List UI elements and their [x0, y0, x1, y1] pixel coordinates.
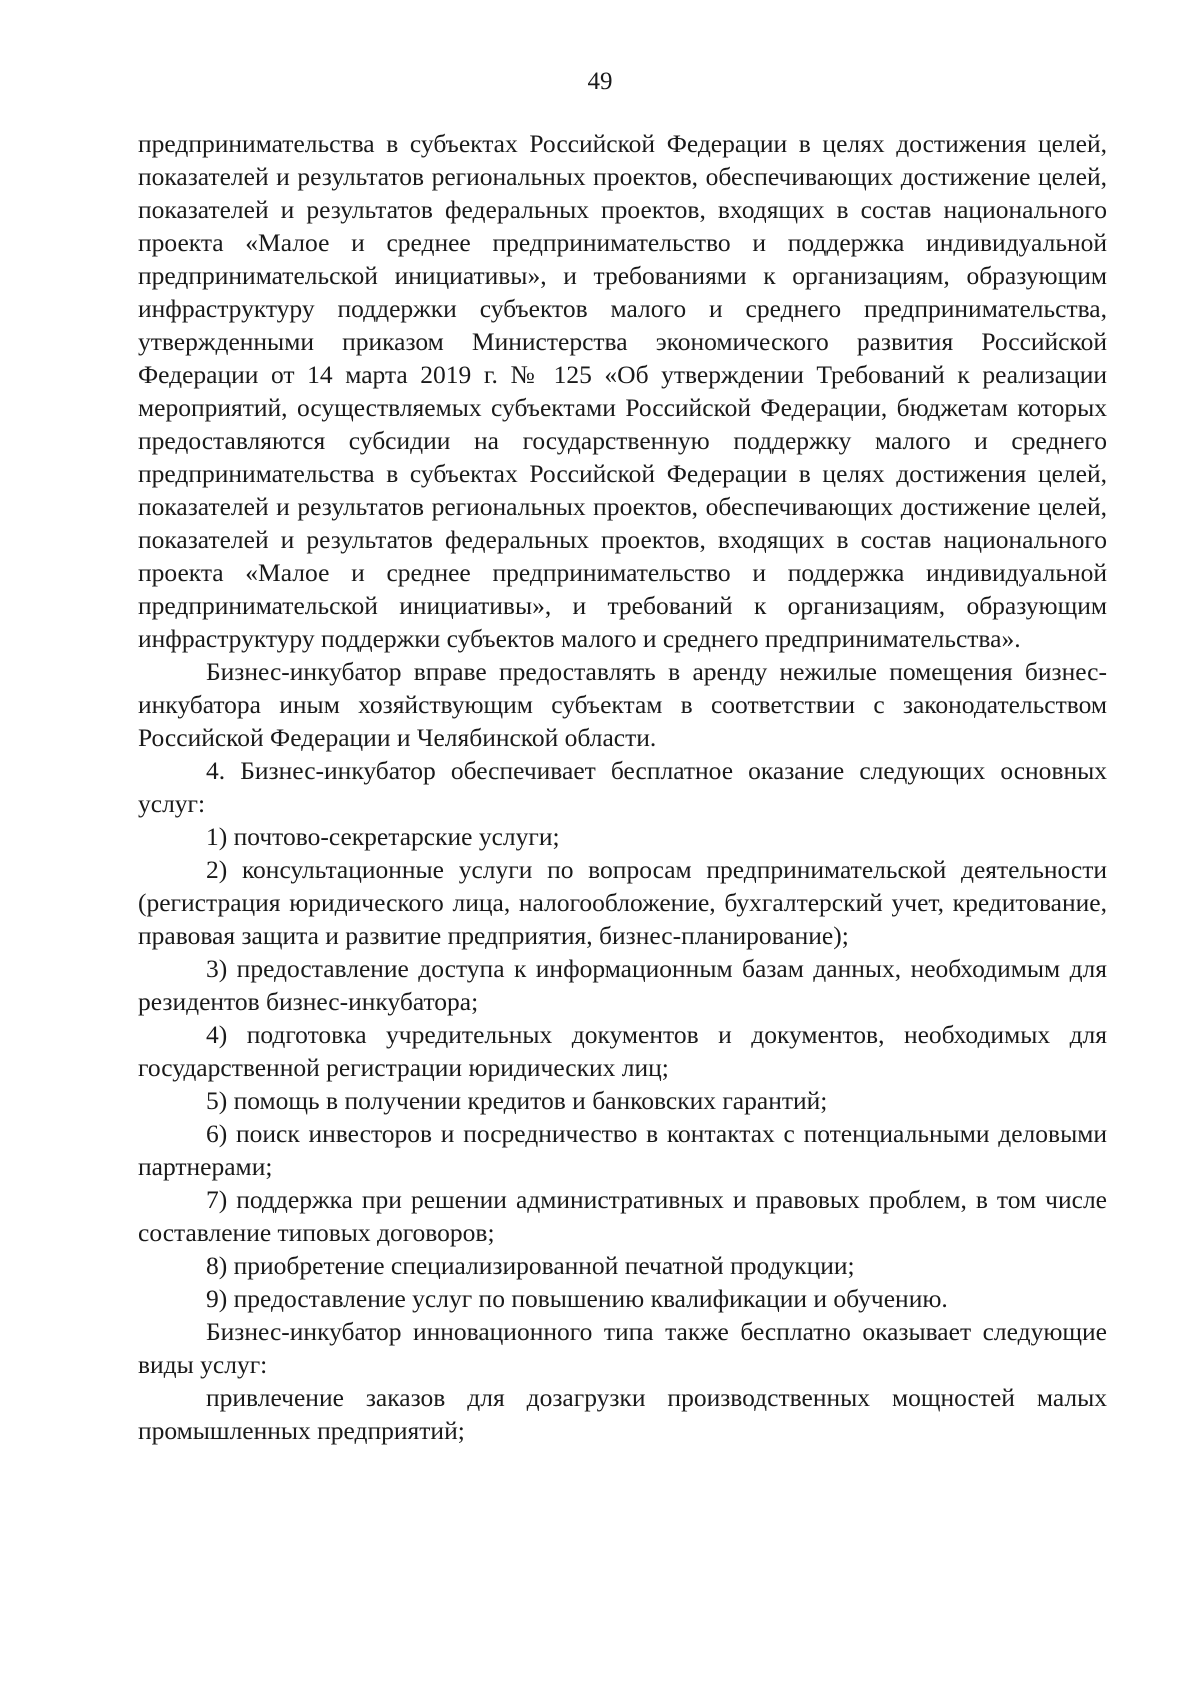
paragraph-innovation: Бизнес-инкубатор инновационного типа также бесплатно оказывает следующие виды услуг:	[138, 1317, 1107, 1379]
list-item-2: 2) консультационные услуги по вопросам предпринимательской деятельности (регистрация юридического лица, налогообложение, бухгалтерский учет, кредитование, правовая защита и развитие предприятия, бизнес-планирование);	[138, 855, 1107, 950]
list-item-6: 6) поиск инвесторов и посредничество в контактах с потенциальными деловыми партнерами;	[138, 1119, 1107, 1181]
paragraph-1: предпринимательства в субъектах Российской Федерации в целях достижения целей, показателей и результатов региональных проектов, обеспечивающих достижение целей, показателей и результатов федеральных проектов, входящих в состав национального проекта «Малое и среднее предпринимательство и поддержка индивидуальной предпринимательской инициативы», и требованиями к организациям, образующим инфраструктуру поддержки субъектов малого и среднего предпринимательства, утвержденными приказом Министерства экономического развития Российской Федерации от 14 марта 2019 г. № 125 «Об утверждении Требований к реализации мероприятий, осуществляемых субъектами Российской Федерации, бюджетам которых предоставляются субсидии на государственную поддержку малого и среднего предпринимательства в субъектах Российской Федерации в целях достижения целей, показателей и результатов региональных проектов, обеспечивающих достижение целей, показателей и результатов федеральных проектов, входящих в состав национального проекта «Малое и среднее предпринимательство и поддержка индивидуальной предпринимательской инициативы», и требований к организациям, образующим инфраструктуру поддержки субъектов малого и среднего предпринимательства».	[138, 129, 1107, 653]
list-item-4: 4) подготовка учредительных документов и документов, необходимых для государственной регистрации юридических лиц;	[138, 1020, 1107, 1082]
list-item-8: 8) приобретение специализированной печатной продукции;	[206, 1251, 855, 1280]
paragraph-orders: привлечение заказов для дозагрузки производственных мощностей малых промышленных предприятий;	[138, 1383, 1107, 1445]
list-item-1: 1) почтово-секретарские услуги;	[206, 822, 560, 851]
list-item-3: 3) предоставление доступа к информационным базам данных, необходимым для резидентов бизнес-инкубатора;	[138, 954, 1107, 1016]
document-body	[138, 127, 1107, 1447]
paragraph-2: Бизнес-инкубатор вправе предоставлять в аренду нежилые помещения бизнес-инкубатора иным хозяйствующим субъектам в соответствии с законодательством Российской Федерации и Челябинской области.	[138, 657, 1107, 752]
list-item-5: 5) помощь в получении кредитов и банковских гарантий;	[206, 1086, 828, 1115]
list-item-7: 7) поддержка при решении административных и правовых проблем, в том числе составление типовых договоров;	[138, 1185, 1107, 1247]
paragraph-3: 4. Бизнес-инкубатор обеспечивает бесплатное оказание следующих основных услуг:	[138, 756, 1107, 818]
page-number: 49	[587, 68, 613, 95]
list-item-9: 9) предоставление услуг по повышению квалификации и обучению.	[206, 1284, 948, 1313]
